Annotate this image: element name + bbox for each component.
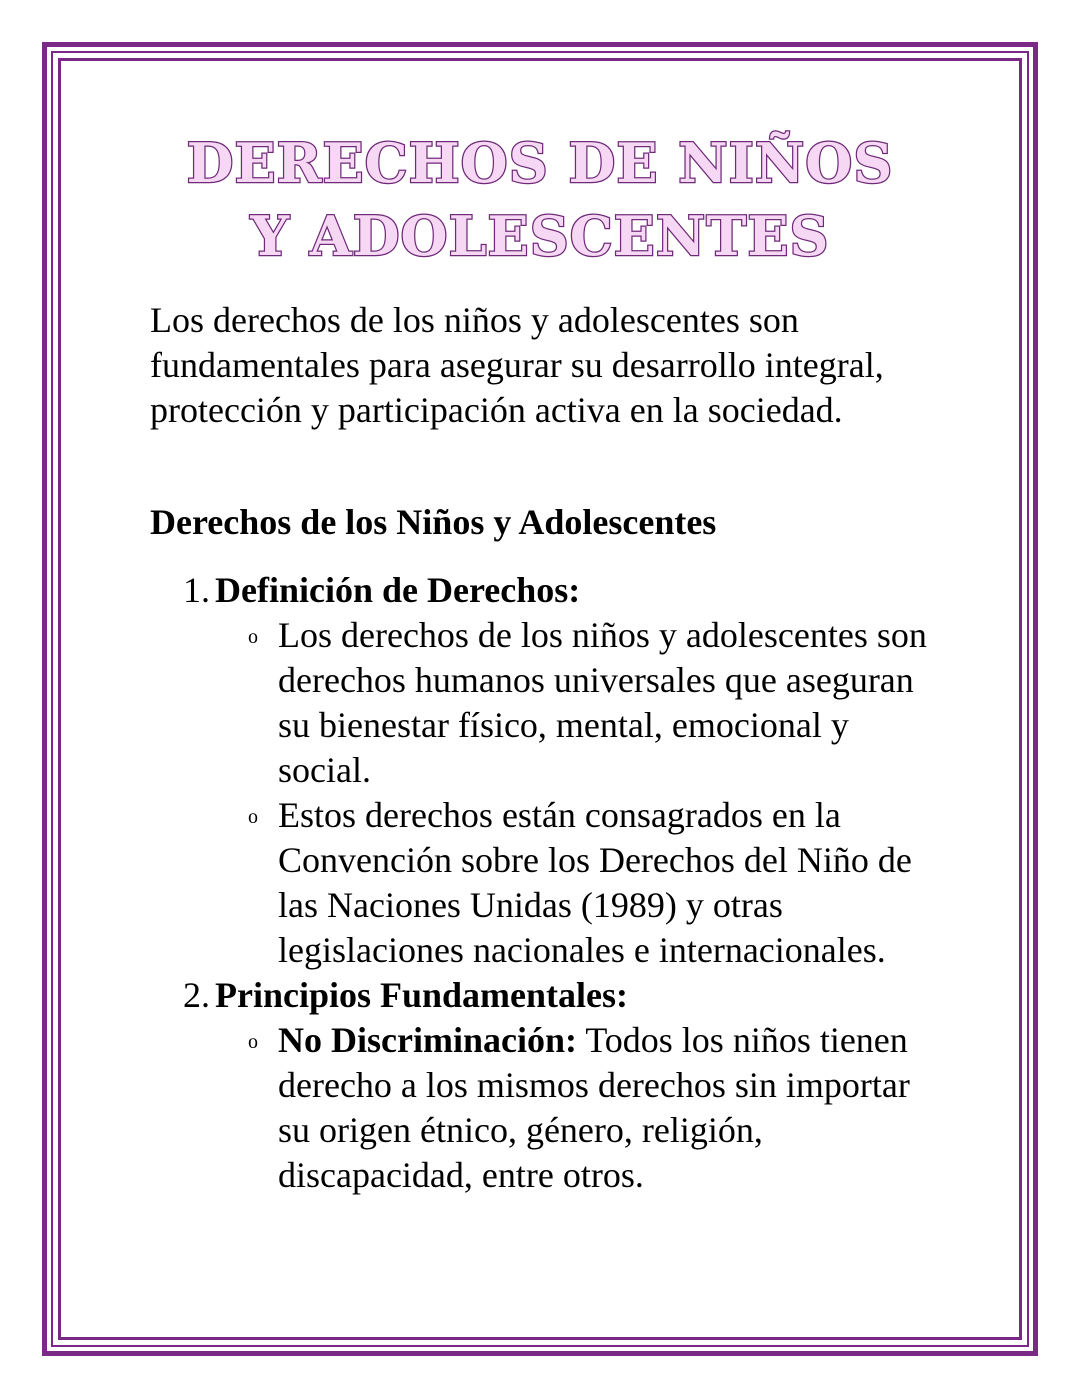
sub-list [150, 613, 940, 973]
bullet-text: Los derechos de los niños y adolescentes son derechos humanos universales que aseguran su bienestar físico, mental, emocional y social. [278, 615, 927, 790]
list-item-number: 2. [183, 975, 210, 1015]
sub-list [150, 1018, 940, 1198]
bullet-text: Todos los niños tienen derecho a los mismos derechos sin importar su origen étnico, género, religión, discapacidad, entre otros. [278, 1020, 910, 1195]
list-item [150, 793, 938, 973]
rights-list [150, 568, 940, 1198]
circle-bullet-icon: o [248, 626, 258, 648]
list-item-heading-text: Definición de Derechos: [215, 570, 581, 610]
list-item-heading-text: Principios Fundamentales: [215, 975, 629, 1015]
page-title-line-1: DERECHOS DE NIÑOS [186, 131, 894, 195]
list-item-heading [150, 973, 940, 1018]
list-item-heading [150, 568, 940, 613]
list-item-number: 1. [183, 570, 210, 610]
bullet-text: Estos derechos están consagrados en la Convención sobre los Derechos del Niño de las Naciones Unidas (1989) y otras legislaciones nacionales e internacionales. [278, 795, 912, 970]
bullet-bold-label: No Discriminación: [278, 1020, 577, 1060]
list-item [150, 613, 938, 793]
circle-bullet-icon: o [248, 1031, 258, 1053]
circle-bullet-icon: o [248, 806, 258, 828]
section-heading: Derechos de los Niños y Adolescentes [150, 502, 717, 542]
page-title-line-2: Y ADOLESCENTES [250, 204, 830, 268]
list-item [150, 1018, 938, 1198]
intro-paragraph: Los derechos de los niños y adolescentes son fundamentales para asegurar su desarrollo integral, protección y participación activa en la sociedad. [150, 300, 884, 430]
